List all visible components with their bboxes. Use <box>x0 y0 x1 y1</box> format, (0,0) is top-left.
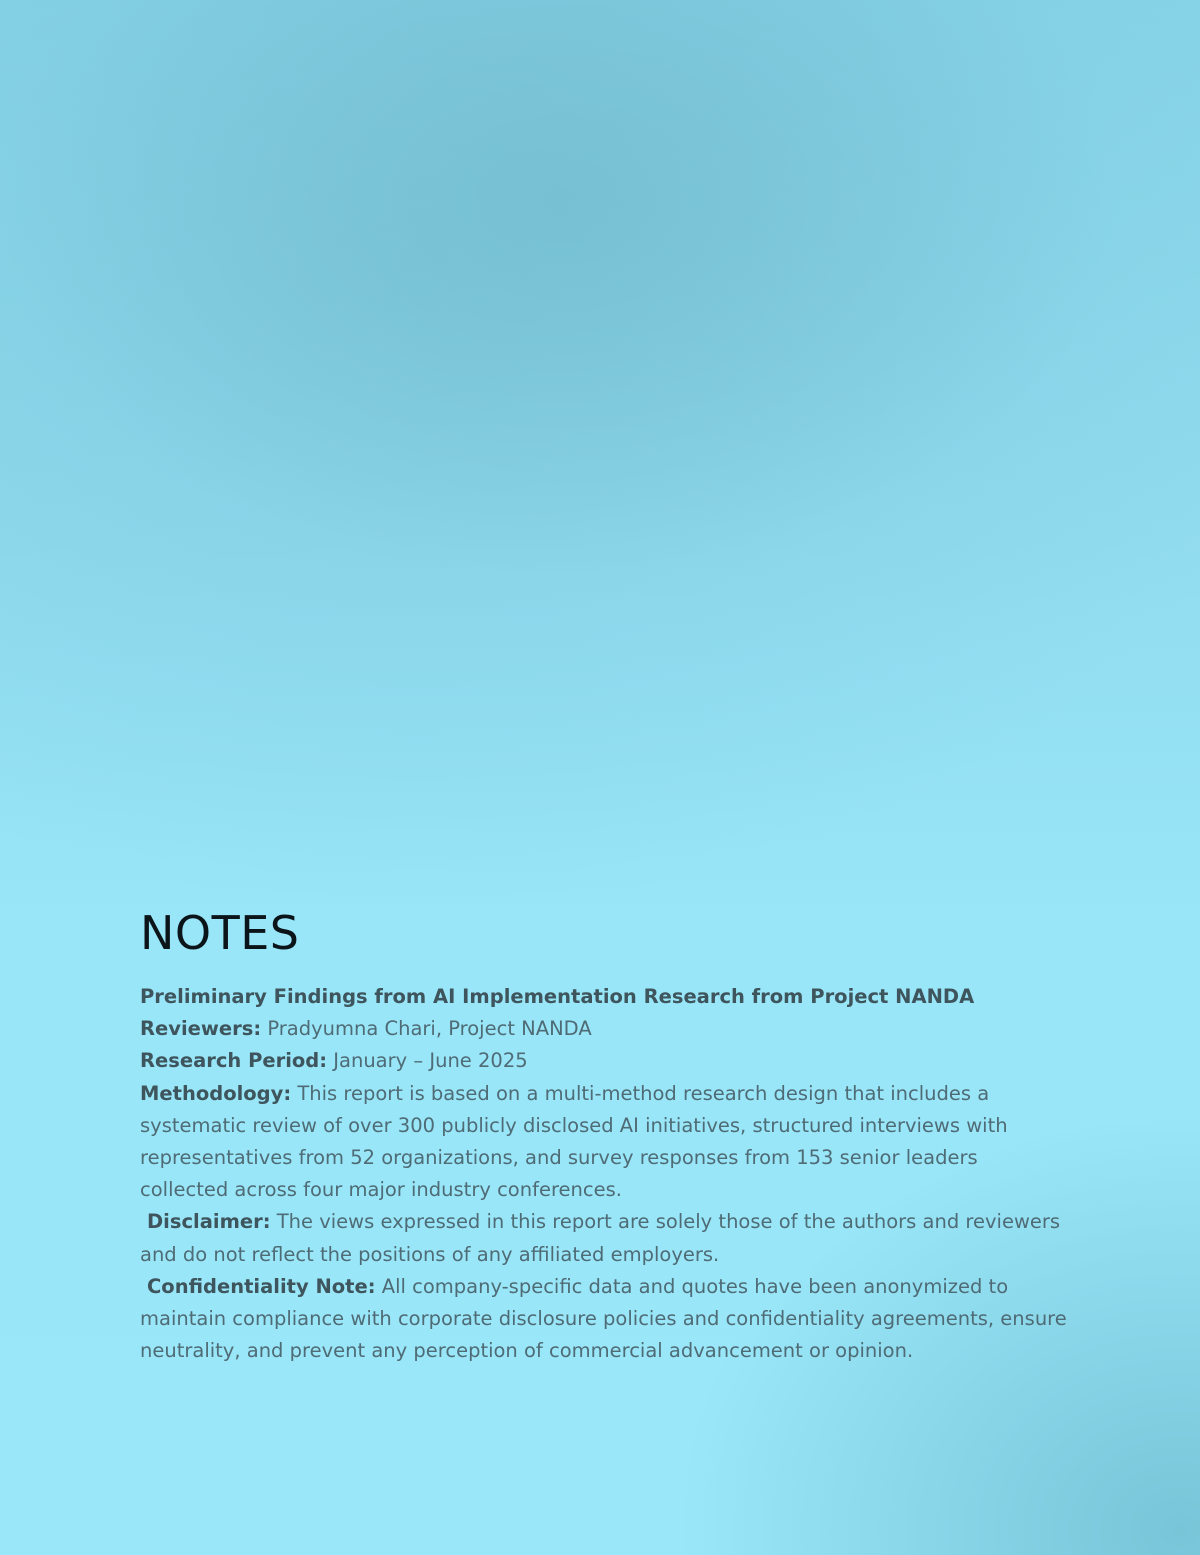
reviewers-value: Pradyumna Chari, Project NANDA <box>267 1017 592 1041</box>
disclaimer-value: The views expressed in this report are solely those of the authors and reviewers and do not reflect the positions of any affiliated employers. <box>140 1210 1061 1266</box>
confidentiality-paragraph <box>140 1271 1070 1368</box>
research-period-value: January – June 2025 <box>333 1049 528 1073</box>
methodology-value: This report is based on a multi-method research design that includes a systematic review of over 300 publicly disclosed AI initiatives, structured interviews with representatives from 52 organizations, and survey responses from 153 senior leaders collected across four major industry conferences. <box>140 1081 1008 1202</box>
disclaimer-label: Disclaimer: <box>147 1210 271 1234</box>
notes-title: NOTES <box>140 906 300 960</box>
disclaimer-paragraph <box>140 1206 1070 1270</box>
research-period-line <box>140 1045 1070 1077</box>
notes-section <box>140 905 1070 1367</box>
research-period-label: Research Period: <box>140 1049 328 1073</box>
confidentiality-value: All company-specific data and quotes have been anonymized to maintain compliance with corporate disclosure policies and confidentiality agreements, ensure neutrality, and prevent any perception of commercial advancement or opinion. <box>140 1274 1067 1363</box>
reviewers-label: Reviewers: <box>140 1017 262 1041</box>
reviewers-line <box>140 1013 1070 1045</box>
methodology-label: Methodology: <box>140 1081 292 1105</box>
confidentiality-label: Confidentiality Note: <box>147 1274 376 1298</box>
notes-heading: Preliminary Findings from AI Implementation Research from Project NANDA <box>140 985 975 1008</box>
notes-body <box>140 981 1070 1367</box>
methodology-paragraph <box>140 1078 1070 1207</box>
